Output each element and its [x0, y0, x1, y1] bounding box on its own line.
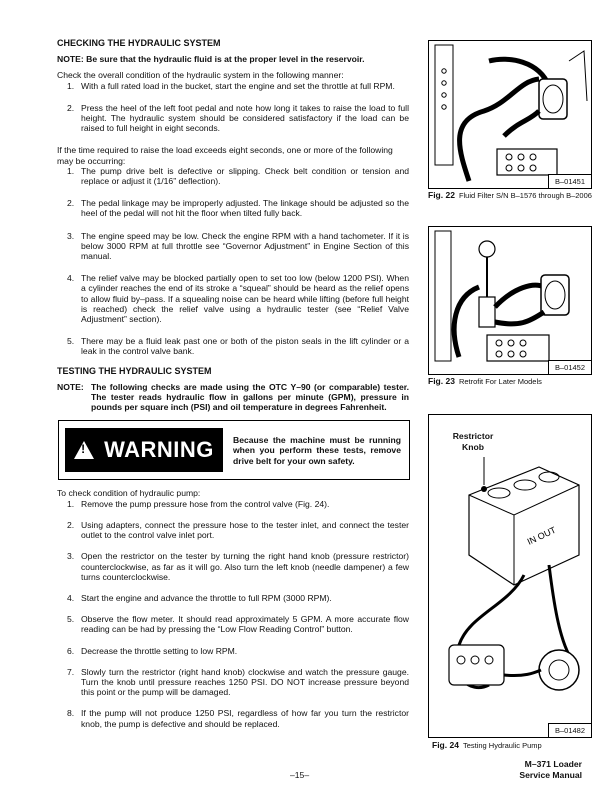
retrofit-illustration [429, 227, 591, 374]
list-item: 3. The engine speed may be low. Check the engine RPM with a hand tachometer. If it is below 3000 RPM at full throttle see “Governor Adjustment” in Engine Section of this manual. [67, 230, 409, 262]
note-fluid-level: NOTE: Be sure that the hydraulic fluid is at the proper level in the reservoir. [57, 54, 365, 65]
figure-id: B–01451 [548, 174, 591, 188]
list-item: 2. The pedal linkage may be improperly adjusted. The linkage should be adjusted so the heel of the pedal will not hit the floor when tilted fully back. [67, 198, 409, 219]
list-item: 5. Observe the flow meter. It should read approximately 5 GPM. A more accurate flow reading can be had by pressing the “Low Flow Reading Control” button. [67, 614, 409, 635]
list-item: 7. Slowly turn the restrictor (right hand knob) clockwise and watch the pressure gauge. Turn the knob until pressure reaches 1250 PSI. DO NOT increase pressure beyond this point or the pump will be damaged. [67, 666, 409, 698]
list-item: 6. Decrease the throttle setting to low RPM. [67, 645, 238, 656]
list-item: 2. Using adapters, connect the pressure hose to the tester inlet, and connect the tester outlet to the control valve inlet port. [67, 519, 409, 541]
figure-id: B–01482 [548, 723, 591, 737]
pump-intro: To check condition of hydraulic pump: [57, 488, 201, 499]
list-item: 4. Start the engine and advance the throttle to full RPM (3000 RPM). [67, 592, 332, 603]
caption-fig-24: Fig. 24 Testing Hydraulic Pump [432, 740, 542, 750]
warning-text: Because the machine must be running when you perform these tests, remove drive belt for your own safety. [233, 434, 401, 466]
list-item: 5. There may be a fluid leak past one or both of the piston seals in the lift cylinder or a leak in the control valve bank. [67, 336, 409, 357]
section-heading-testing: TESTING THE HYDRAULIC SYSTEM [57, 365, 212, 376]
figure-22 [428, 40, 592, 189]
check-steps-list [57, 81, 409, 134]
page-number: –15– [290, 770, 310, 780]
intro-text-2: If the time required to raise the load exceeds eight seconds, one or more of the following may be occurring: [57, 145, 393, 166]
figure-24 [428, 414, 592, 738]
list-item: 2. Press the heel of the left foot pedal and note how long it takes to raise the load to full height. The hydraulic system should be considered satisfactory if the load can be raised to full height in eight seconds. [67, 102, 409, 134]
causes-list [57, 166, 409, 357]
figure-id: B–01452 [548, 360, 591, 374]
fluid-filter-illustration [429, 41, 591, 188]
footer-manual: Service Manual [519, 770, 582, 780]
tester-port-label: IN OUT [525, 524, 558, 547]
figure-23 [428, 226, 592, 375]
note-tester: NOTE: The following checks are made using the OTC Y–90 (or comparable) tester. The tester reads hydraulic flow in gallons per minute (GPM), pressure in pounds per square inch (PSI) and oil temperature in degrees Fahrenheit. [57, 381, 409, 413]
hydraulic-tester-illustration [429, 415, 591, 737]
footer-model: M–371 Loader [524, 759, 582, 769]
warning-triangle-icon: ! [74, 441, 94, 459]
list-item: 8. If the pump will not produce 1250 PSI, regardless of how far you turn the restrictor knob, the pump is defective and should be replaced. [67, 708, 409, 729]
list-item: 3. Open the restrictor on the tester by turning the right hand knob (pressure restrictor) counterclockwise, as far as it will go. Also turn the left knob (needle dampener) a few turns counterclockwise. [67, 551, 409, 582]
caption-fig-23: Fig. 23 Retrofit For Later Models [428, 376, 542, 386]
main-text-column [57, 38, 409, 740]
warning-banner: ! WARNING [65, 428, 223, 472]
restrictor-knob-callout: Restrictor Knob [452, 431, 494, 452]
list-item: 1. With a full rated load in the bucket, start the engine and set the throttle at full RPM. [67, 80, 395, 91]
list-item: 1. The pump drive belt is defective or slipping. Check belt condition or tension and replace or adjust it (1/16” deflection). [67, 165, 409, 187]
section-heading-checking: CHECKING THE HYDRAULIC SYSTEM [57, 38, 221, 48]
intro-text: Check the overall condition of the hydraulic system in the following manner: [57, 70, 344, 81]
list-item: 4. The relief valve may be blocked partially open to set too low (below 1200 PSI). When a cylinder reaches the end of its stroke a “squeal” should be heard as the relief opens to allow fluid by–pass. If a squealing noise can be heard while lifting (before full height is reached) check the relief valve using a hydraulic tester (see “Relief Valve Adjustment” section). [67, 273, 409, 325]
warning-box [58, 420, 410, 480]
caption-fig-22: Fig. 22 Fluid Filter S/N B–1576 through B–2006 [428, 190, 592, 200]
pump-test-steps [57, 499, 409, 729]
list-item: 1. Remove the pump pressure hose from the control valve (Fig. 24). [67, 498, 330, 509]
